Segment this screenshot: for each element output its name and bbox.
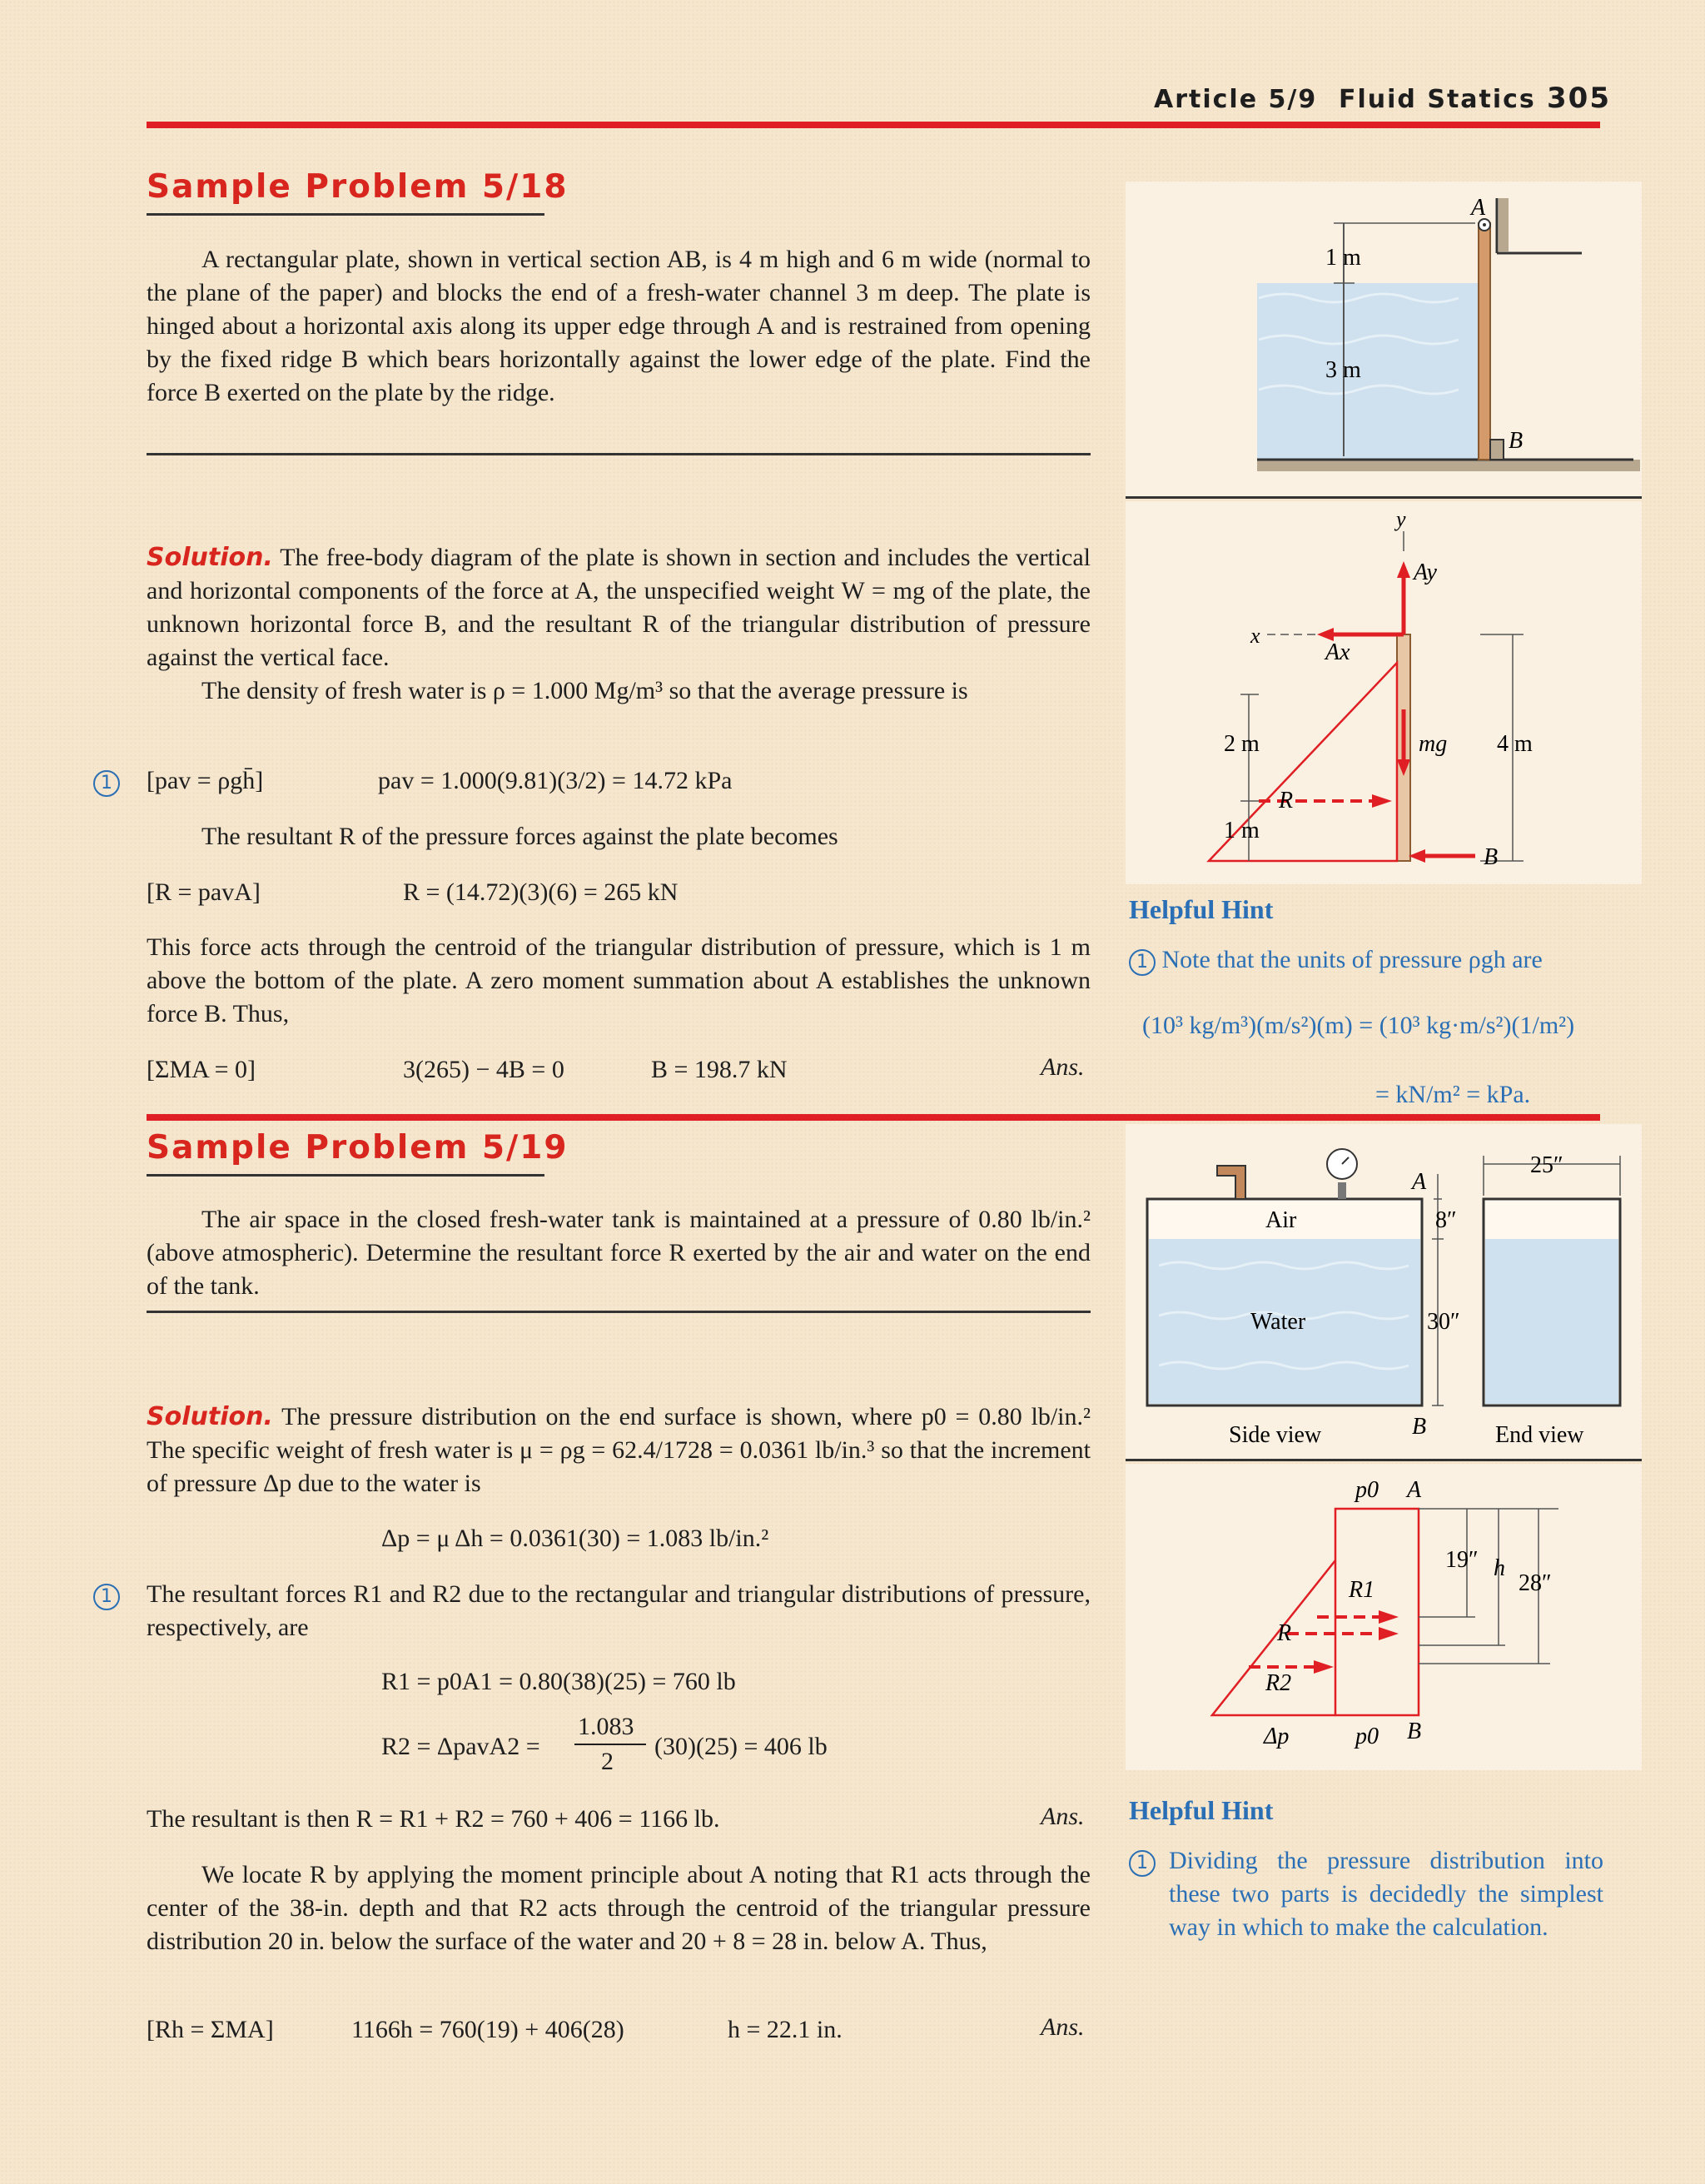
sample-problem-title: Sample Problem 5/19 bbox=[147, 1129, 569, 1167]
helpful-hint-text: 1 Note that the units of pressure ρgh are bbox=[1129, 943, 1628, 977]
answer-label: Ans. bbox=[1041, 1803, 1085, 1830]
helpful-hint-title: Helpful Hint bbox=[1129, 894, 1274, 924]
solution-paragraph-2: The density of fresh water is ρ = 1.000 Mg/m³ so that the average pressure is bbox=[201, 677, 968, 704]
label-B: B bbox=[1509, 428, 1524, 454]
equation-lhs: R2 = ΔpavA2 = bbox=[381, 1733, 540, 1760]
label-R: R bbox=[1279, 788, 1294, 813]
equation: pav = 1.000(9.81)(3/2) = 14.72 kPa bbox=[378, 767, 733, 794]
label-p0-top: p0 bbox=[1355, 1477, 1379, 1503]
problem-statement: A rectangular plate, shown in vertical section AB, is 4 m high and 6 m wide (normal to the plane of the paper) and blocks the end of a fresh-water channel 3 m deep. The plate is hinged about a horizontal axis along its upper edge through A and is restrained from opening by the fixed ridge B which bears horizontally against the lower edge of the plate. Find the force B exerted on the plate by the ridge. bbox=[147, 246, 1091, 406]
answer-label: Ans. bbox=[1041, 2013, 1085, 2041]
page-number: 305 bbox=[1547, 82, 1611, 115]
equation-result: B = 198.7 kN bbox=[651, 1056, 788, 1083]
helpful-hint-equation: (10³ kg/m³)(m/s²)(m) = (10³ kg·m/s²)(1/m²) bbox=[1142, 1012, 1575, 1039]
label-B: B bbox=[1407, 1719, 1422, 1744]
label-A: A bbox=[1412, 1169, 1427, 1195]
label-B: B bbox=[1412, 1414, 1427, 1440]
answer-label: Ans. bbox=[1041, 1053, 1085, 1081]
figure-divider bbox=[1126, 1459, 1642, 1461]
figure-channel-plate bbox=[1126, 182, 1642, 496]
figure-free-body-diagram bbox=[1126, 501, 1642, 884]
solution-label: Solution. bbox=[147, 543, 273, 572]
equation: 1166h = 760(19) + 406(28) bbox=[351, 2016, 624, 2043]
label-1m: 1 m bbox=[1224, 818, 1260, 843]
solution-paragraph bbox=[147, 541, 1091, 674]
problem-statement: The air space in the closed fresh-water tank is maintained at a pressure of 0.80 lb/in.² (above atmospheric). Determine the resultant force R exerted by the air and water on the end of the tank. bbox=[147, 1206, 1091, 1300]
equation-label: [pav = ρgh̄] bbox=[147, 767, 264, 794]
header-rule bbox=[147, 122, 1600, 128]
equation: 3(265) − 4B = 0 bbox=[403, 1056, 564, 1083]
label-2m: 2 m bbox=[1224, 731, 1260, 757]
label-R1: R1 bbox=[1349, 1577, 1375, 1603]
solution-paragraph-3: We locate R by applying the moment principle about A noting that R1 acts through the center of the 38-in. depth and that R2 acts through the centroid of the triangular pressure distribution 20 in. below the surface of the water and 20 + 8 = 28 in. below A. Thus, bbox=[147, 1861, 1091, 1955]
solution-paragraph bbox=[147, 1400, 1091, 1500]
label-B: B bbox=[1484, 844, 1499, 870]
label-25in: 25″ bbox=[1530, 1152, 1563, 1178]
title-underline bbox=[147, 1174, 544, 1177]
solution-paragraph-2: The resultant forces R1 and R2 due to the rectangular and triangular distributions of pressure, respectively, are bbox=[147, 1580, 1091, 1641]
label-A: A bbox=[1407, 1477, 1422, 1503]
equation-result: h = 22.1 in. bbox=[728, 2016, 843, 2043]
sample-problem-title: Sample Problem 5/18 bbox=[147, 168, 569, 206]
label-x: x bbox=[1250, 624, 1260, 648]
label-3m: 3 m bbox=[1325, 357, 1361, 383]
figure-pressure-distribution bbox=[1126, 1464, 1642, 1770]
equation-label: [ΣMA = 0] bbox=[147, 1056, 256, 1083]
statement-rule bbox=[147, 1311, 1091, 1313]
equation: Δp = μ Δh = 0.0361(30) = 1.083 lb/in.² bbox=[381, 1525, 769, 1552]
label-dp: Δp bbox=[1264, 1724, 1290, 1749]
figure-divider bbox=[1126, 496, 1642, 499]
equation-label: [R = pavA] bbox=[147, 878, 261, 906]
label-Ax: Ax bbox=[1325, 639, 1350, 665]
label-R: R bbox=[1277, 1620, 1292, 1646]
label-h: h bbox=[1494, 1555, 1505, 1581]
solution-text: The free-body diagram of the plate is shown in section and includes the vertical and horizontal components of the force at A, the unspecified weight W = mg of the plate, the unknown horizontal force B, and the resultant R of the triangular distribution of pressure against the vertical face. bbox=[147, 544, 1091, 671]
equation-rhs: (30)(25) = 406 lb bbox=[654, 1733, 828, 1760]
equation-label: [Rh = ΣMA] bbox=[147, 2016, 274, 2043]
label-air: Air bbox=[1265, 1207, 1297, 1233]
hint-marker: 1 bbox=[1129, 949, 1156, 976]
label-A: A bbox=[1471, 195, 1486, 221]
hint-marker: 1 bbox=[1129, 1844, 1156, 1878]
label-8in: 8″ bbox=[1435, 1207, 1457, 1233]
label-30in: 30″ bbox=[1427, 1309, 1460, 1335]
hint-marker: 1 bbox=[93, 1578, 120, 1611]
label-mg: mg bbox=[1419, 731, 1448, 757]
solution-paragraph-3: The resultant R of the pressure forces against the plate becomes bbox=[201, 823, 838, 850]
label-Ay: Ay bbox=[1414, 560, 1437, 585]
equation: R = (14.72)(3)(6) = 265 kN bbox=[403, 878, 679, 906]
equation-result: The resultant is then R = R1 + R2 = 760 + 406 = 1166 lb. bbox=[147, 1805, 720, 1833]
label-28in: 28″ bbox=[1519, 1570, 1552, 1596]
helpful-hint-text: Dividing the pressure distribution into these two parts is decidedly the simplest way in which to make the calculation. bbox=[1169, 1847, 1603, 1941]
running-header-section: Fluid Statics bbox=[1339, 85, 1536, 114]
helpful-hint-equation-2: = kN/m² = kPa. bbox=[1375, 1081, 1531, 1108]
label-p0-bottom: p0 bbox=[1355, 1724, 1379, 1749]
fraction-numerator: 1.083 bbox=[578, 1713, 634, 1740]
equation: R1 = p0A1 = 0.80(38)(25) = 760 lb bbox=[381, 1668, 736, 1695]
label-y: y bbox=[1396, 507, 1406, 531]
title-underline bbox=[147, 213, 544, 216]
label-water: Water bbox=[1250, 1309, 1306, 1335]
hint-marker: 1 bbox=[93, 764, 120, 798]
label-side-view: Side view bbox=[1229, 1422, 1322, 1448]
section-divider-rule bbox=[147, 1114, 1600, 1121]
figure-tank bbox=[1126, 1124, 1642, 1459]
solution-text: The pressure distribution on the end surface is shown, where p0 = 0.80 lb/in.² The specific weight of fresh water is μ = ρg = 62.4/1728 = 0.0361 lb/in.³ so that the increment of pressure Δp due to the water is bbox=[147, 1403, 1091, 1497]
solution-label: Solution. bbox=[147, 1402, 273, 1431]
label-R2: R2 bbox=[1265, 1670, 1292, 1696]
label-4m: 4 m bbox=[1497, 731, 1533, 757]
statement-rule bbox=[147, 453, 1091, 455]
label-end-view: End view bbox=[1495, 1422, 1584, 1448]
running-header-article: Article 5/9 bbox=[1154, 85, 1318, 114]
label-1m: 1 m bbox=[1325, 245, 1361, 271]
fraction-denominator: 2 bbox=[601, 1748, 614, 1775]
solution-paragraph-4: This force acts through the centroid of the triangular distribution of pressure, which is 1 m above the bottom of the plate. A zero moment summation about A establishes the unknown force B. Thus, bbox=[147, 933, 1091, 1027]
helpful-hint-title: Helpful Hint bbox=[1129, 1795, 1274, 1825]
label-19in: 19″ bbox=[1445, 1547, 1479, 1573]
